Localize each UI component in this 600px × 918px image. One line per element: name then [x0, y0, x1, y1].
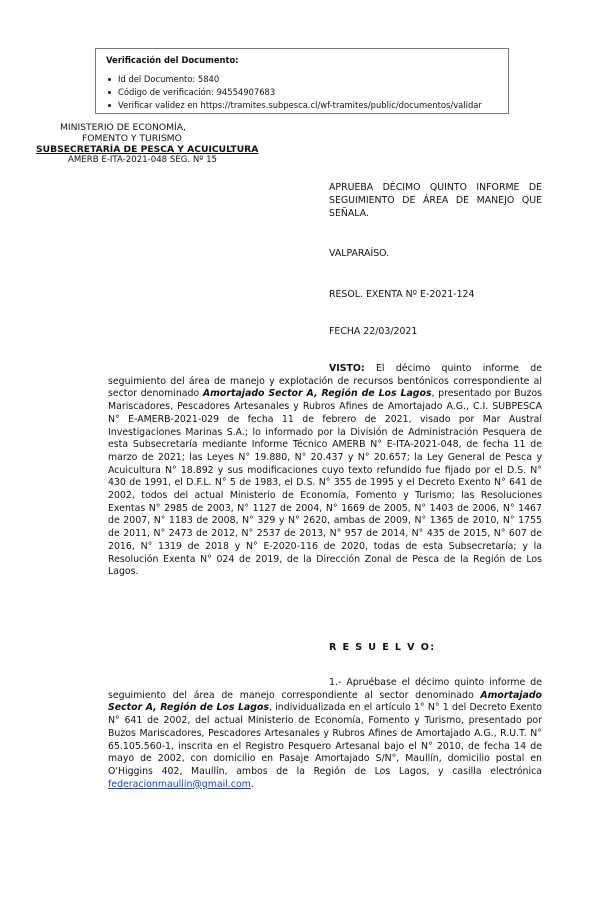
visto-text-2: , presentado por Buzos Mariscadores, Pescadores Artesanales y Rubros Afines de Amortajado A.G., C.I. SUBPESCA N° E-AMERB-2021-029 de fecha 11 de febrero de 2021, visado por Mar Austral Investigaciones Marinas S.A.; lo informado por la División de Administración Pesquera de esta Subsecretaría mediante Informe Técnico AMERB N° E-ITA-2021-048, de fecha 11 de marzo de 2021; las Leyes N° 19.880, N° 20.437 y N° 20.657; la Ley General de Pesca y Acuicultura N° 18.892 y sus modificaciones cuyo texto refundido fue fijado por el D.S. N° 430 de 1991, el D.F.L. N° 5 de 1983, el D.S. N° 355 de 1995 y el Decreto Exento N° 641 de 2002, todos del actual Ministerio de Economía, Fomento y Turismo; las Resoluciones Exentas N° 2985 de 2003, N° 1127 de 2004, N° 1669 de 2005, N° 1403 de 2006, N° 1467 de 2007, N° 1183 de 2008, N° 329 y N° 2620, ambas de 2009, N° 1365 de 2010, N° 1755 de 2011, N° 2473 de 2012, N° 2537 de 2013, N° 957 de 2014, N° 435 de 2015, N° 607 de 2016, N° 1319 de 2018 y N° E-2020-116 de 2020, todas de esta Subsecretaría; y la Resolución Exenta N° 024 de 2019, de la Dirección Zonal de Pesca de la Región de Los Lagos.	[108, 388, 543, 578]
p1-text-1: 1.- Apruébase el décimo quinto informe de seguimiento del área de manejo correspondiente al sector denominado	[108, 677, 542, 701]
visto-text-1: El décimo quinto informe de seguimiento del área de manejo y explotación de recursos bentónicos correspondiente al sector denominado	[108, 363, 542, 400]
verification-list	[106, 73, 500, 112]
email-link[interactable]: federacionmaullin@gmail.com	[108, 778, 251, 790]
p1-sector-name: Amortajado Sector A, Región de Los Lagos	[108, 689, 542, 714]
document-id-item: Id del Documento: 5840	[106, 73, 500, 86]
verify-url-item[interactable]: Verificar validez en https://tramites.subpesca.cl/wf-tramites/public/documentos/validar	[106, 99, 500, 112]
reference-code: AMERB E-ITA-2021-048 SEG. Nº 15	[68, 155, 218, 165]
resolution-date: FECHA 22/03/2021	[329, 326, 418, 337]
ministry-name-line1: MINISTERIO DE ECONOMÍA,	[60, 122, 186, 133]
visto-paragraph	[108, 363, 542, 579]
resolution-subject: APRUEBA DÉCIMO QUINTO INFORME DE SEGUIMIENTO DE ÁREA DE MANEJO QUE SEÑALA.	[329, 182, 542, 219]
verification-title: Verificación del Documento:	[106, 55, 239, 65]
p1-end: .	[250, 778, 254, 790]
subsecretaria-name: SUBSECRETARÍA DE PESCA Y ACUICULTURA	[36, 144, 259, 155]
resolution-number: RESOL. EXENTA Nº E-2021-124	[329, 289, 475, 300]
p1-text-2: , individualizada en el artículo 1° N° 1 del Decreto Exento N° 641 de 2002, del actual Ministerio de Economía, Fomento y Turismo, presentado por Buzos Mariscadores, Pescadores Artesanales y Rubros Afines de Amortajado A.G., R.U.T. N° 65.105.560-1, inscrita en el Registro Pesquero Artesanal bajo el N° 2010, de fecha 14 de mayo de 2002, con domicilio en Pasaje Amortajado S/N°, Maullín, domicilio postal en O'Higgins 402, Maullín, ambos de la Región de Los Lagos, y casilla electrónica	[108, 702, 542, 777]
visto-sector-name: Amortajado Sector A, Región de Los Lagos	[202, 388, 432, 400]
ministry-name-line2: FOMENTO Y TURISMO	[82, 133, 182, 144]
resolution-place: VALPARAÍSO.	[329, 248, 390, 259]
resuelvo-paragraph-1	[108, 677, 542, 791]
visto-label: VISTO:	[329, 363, 365, 374]
verification-code-item: Código de verificación: 94554907683	[106, 86, 500, 99]
verification-box	[95, 48, 509, 114]
resuelvo-heading: R E S U E L V O:	[329, 642, 436, 653]
